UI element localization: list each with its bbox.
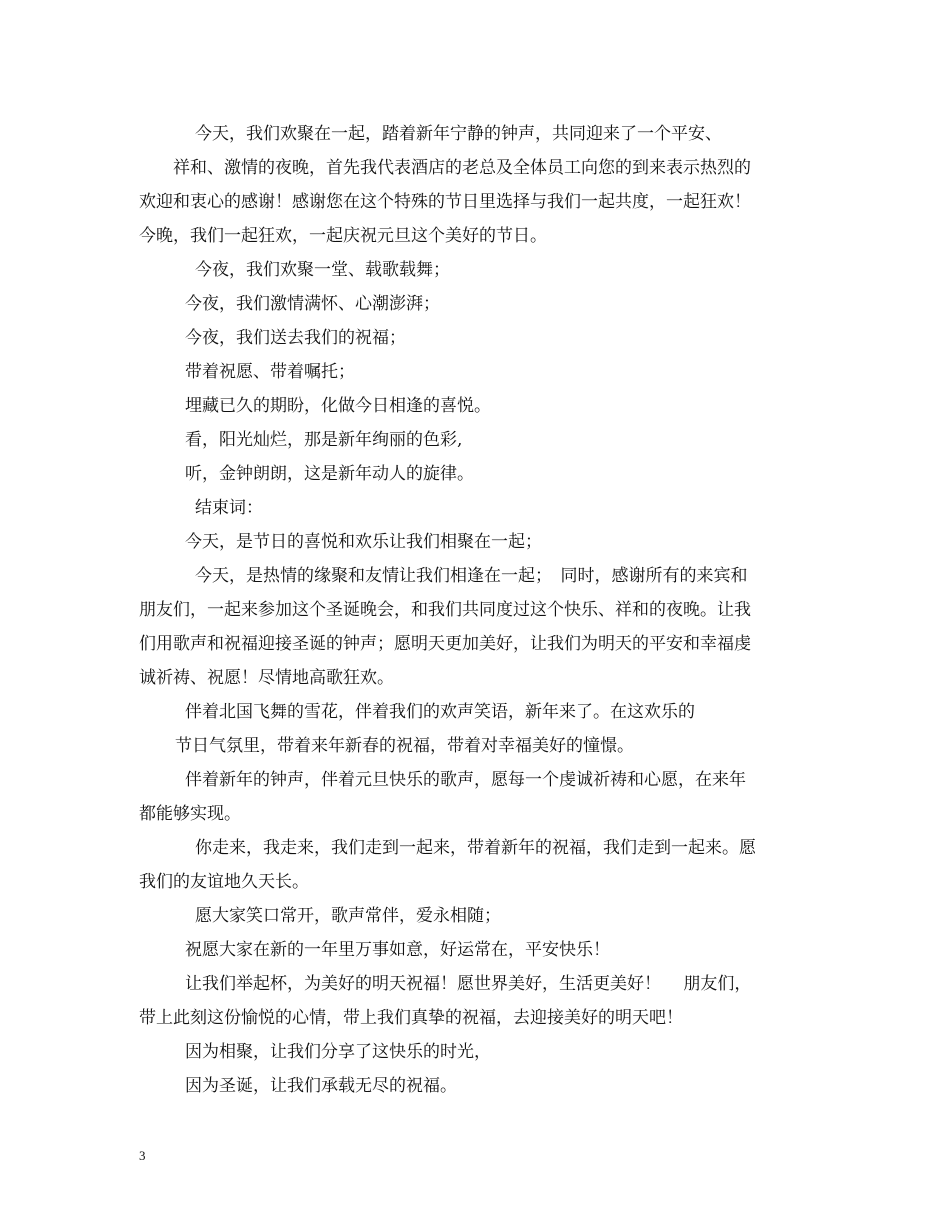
text-line: 今晚，我们一起狂欢，一起庆祝元旦这个美好的节日。 <box>139 226 547 246</box>
text-line: 今夜，我们激情满怀、心潮澎湃； <box>185 294 440 314</box>
text-line: 让我们举起杯，为美好的明天祝福！愿世界美好，生活更美好！ 朋友们， <box>185 974 752 994</box>
text-line: 今天，是节日的喜悦和欢乐让我们相聚在一起； <box>185 532 542 552</box>
text-line: 都能够实现。 <box>139 804 241 824</box>
text-line: 你走来，我走来，我们走到一起来，带着新年的祝福，我们走到一起来。愿 <box>195 838 756 858</box>
text-line: 们用歌声和祝福迎接圣诞的钟声；愿明天更加美好，让我们为明天的平安和幸福虔 <box>139 634 751 654</box>
text-line: 今夜，我们欢聚一堂、载歌载舞； <box>195 260 450 280</box>
text-line: 伴着北国飞舞的雪花，伴着我们的欢声笑语，新年来了。在这欢乐的 <box>185 702 695 722</box>
text-line: 结束词： <box>195 498 263 518</box>
text-line: 看，阳光灿烂，那是新年绚丽的色彩, <box>185 430 463 450</box>
text-line: 今夜，我们送去我们的祝福； <box>185 328 406 348</box>
page-number: 3 <box>139 1148 146 1163</box>
text-line: 因为圣诞，让我们承载无尽的祝福。 <box>185 1076 457 1096</box>
text-line: 埋藏已久的期盼，化做今日相逢的喜悦。 <box>185 396 491 416</box>
text-line: 朋友们，一起来参加这个圣诞晚会，和我们共同度过这个快乐、祥和的夜晚。让我 <box>139 600 751 620</box>
text-line: 伴着新年的钟声，伴着元旦快乐的歌声，愿每一个虔诚祈祷和心愿，在来年 <box>185 770 746 790</box>
text-line: 带上此刻这份愉悦的心情，带上我们真挚的祝福，去迎接美好的明天吧！ <box>139 1008 683 1028</box>
text-line: 诚祈祷、祝愿！尽情地高歌狂欢。 <box>139 668 394 688</box>
text-line: 今天，是热情的缘聚和友情让我们相逢在一起； 同时，感谢所有的来宾和 <box>195 566 748 586</box>
text-line: 听，金钟朗朗，这是新年动人的旋律。 <box>185 464 474 484</box>
text-line: 愿大家笑口常开，歌声常伴，爱永相随； <box>195 906 501 926</box>
text-line: 祥和、激情的夜晚，首先我代表酒店的老总及全体员工向您的到来表示热烈的 <box>173 158 751 178</box>
text-line: 因为相聚，让我们分享了这快乐的时光， <box>185 1042 491 1062</box>
document-body <box>139 117 819 1103</box>
text-line: 欢迎和衷心的感谢！感谢您在这个特殊的节日里选择与我们一起共度，一起狂欢！ <box>139 192 751 212</box>
text-line: 我们的友谊地久天长。 <box>139 872 309 892</box>
text-line: 祝愿大家在新的一年里万事如意，好运常在，平安快乐！ <box>185 940 610 960</box>
text-line: 节日气氛里，带着来年新春的祝福，带着对幸福美好的憧憬。 <box>175 736 634 756</box>
text-line: 带着祝愿、带着嘱托； <box>185 362 355 382</box>
text-line: 今天，我们欢聚在一起，踏着新年宁静的钟声，共同迎来了一个平安、 <box>195 124 722 144</box>
